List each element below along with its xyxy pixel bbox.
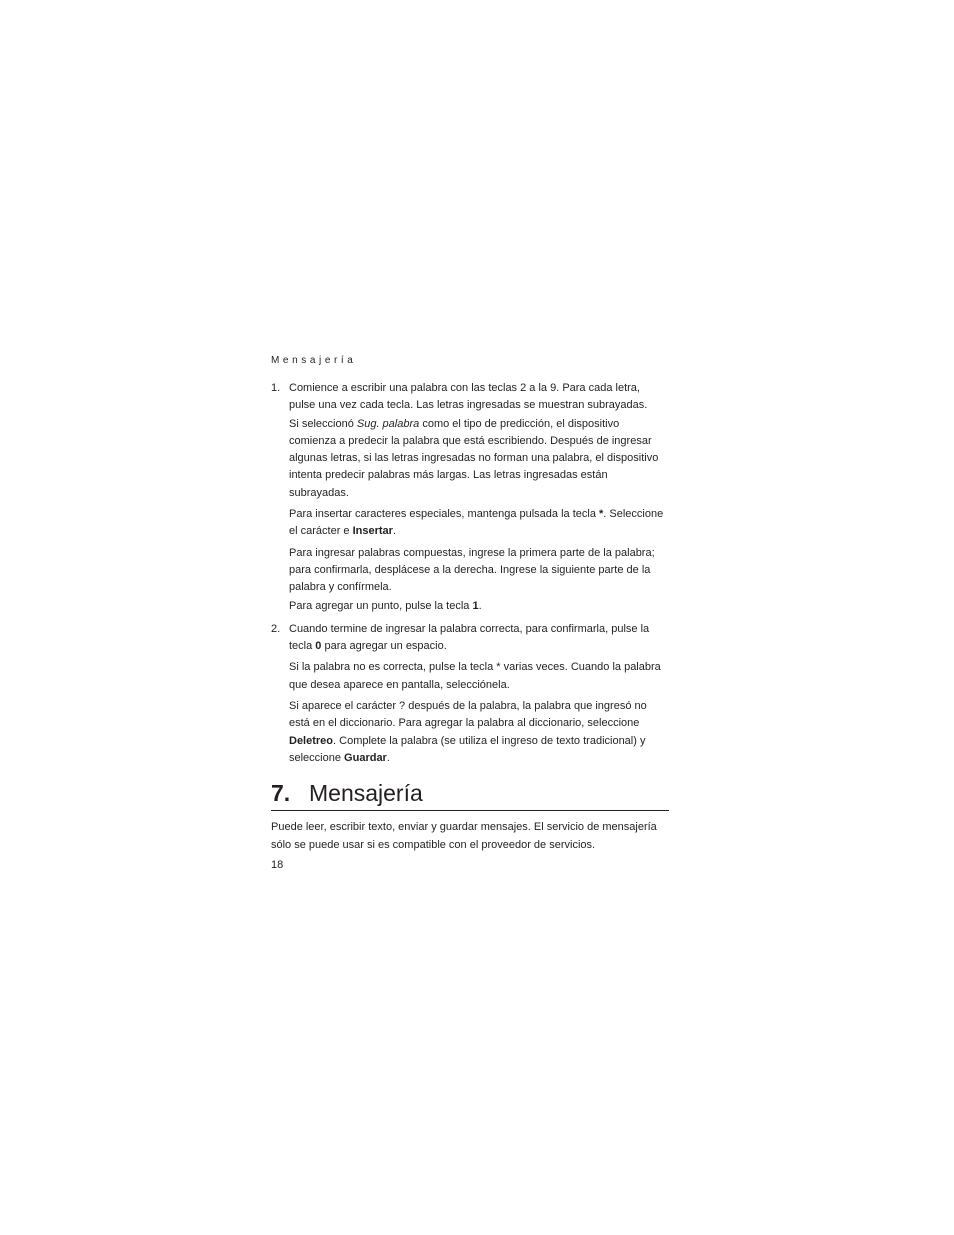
chapter-title: Mensajería xyxy=(309,780,423,807)
list-number: 1. xyxy=(271,382,281,394)
key-name: 0 xyxy=(315,640,322,653)
option-name: Deletreo xyxy=(289,734,334,747)
list-number: 2. xyxy=(271,622,281,635)
paragraph-special-chars: Para insertar caracteres especiales, mantenga pulsada la tecla *. Seleccione el carácter e Insertar. xyxy=(289,508,664,538)
option-name: Sug. palabra xyxy=(356,417,420,430)
option-name: Insertar xyxy=(352,525,393,538)
chapter-intro: Puede leer, escribir texto, enviar y guardar mensajes. El servicio de mensajería sólo se puede usar si es compatible con el proveedor de servicios. xyxy=(271,821,657,851)
key-name: 1 xyxy=(472,599,479,612)
running-header: Mensajería xyxy=(271,355,357,366)
chapter-heading xyxy=(271,778,669,811)
numbered-list xyxy=(271,380,669,767)
option-name: Guardar xyxy=(344,751,387,764)
key-name: * xyxy=(599,508,604,521)
list-item-2 xyxy=(271,621,669,767)
page-number: 18 xyxy=(271,859,284,871)
step-text: Comience a escribir una palabra con las teclas 2 a la 9. Para cada letra, pulse una vez cada tecla. Las letras ingresadas se muestran subrayadas. xyxy=(289,382,648,412)
chapter-number: 7. xyxy=(271,780,291,807)
paragraph-incorrect-word: Si la palabra no es correcta, pulse la tecla * varias veces. Cuando la palabra que desea aparece en pantalla, selecciónela. xyxy=(289,661,661,691)
paragraph-dictionary: Si aparece el carácter ? después de la palabra, la palabra que ingresó no está en el diccionario. Para agregar la palabra al diccionario, seleccione Deletreo. Complete la palabra (se utiliza el ingreso de texto tradicional) y seleccione Guardar. xyxy=(289,700,647,764)
paragraph-prediction: Si seleccionó Sug. palabra como el tipo de predicción, el dispositivo comienza a predecir la palabra que está escribiendo. Después de ingresar algunas letras, si las letras ingresadas no forman una palabra, el dispositivo intenta predecir palabras más largas. Las letras ingresadas están subrayadas. xyxy=(289,417,659,499)
page-content xyxy=(271,352,669,854)
paragraph-compound-words: Para ingresar palabras compuestas, ingrese la primera parte de la palabra; para confirmarla, desplácese a la derecha. Ingrese la siguiente parte de la palabra y confírmela. xyxy=(289,546,655,594)
paragraph-add-period: Para agregar un punto, pulse la tecla 1. xyxy=(289,599,482,612)
step-text: Cuando termine de ingresar la palabra correcta, para confirmarla, pulse la tecla 0 para agregar un espacio. xyxy=(289,622,650,653)
list-item-1 xyxy=(271,380,669,615)
